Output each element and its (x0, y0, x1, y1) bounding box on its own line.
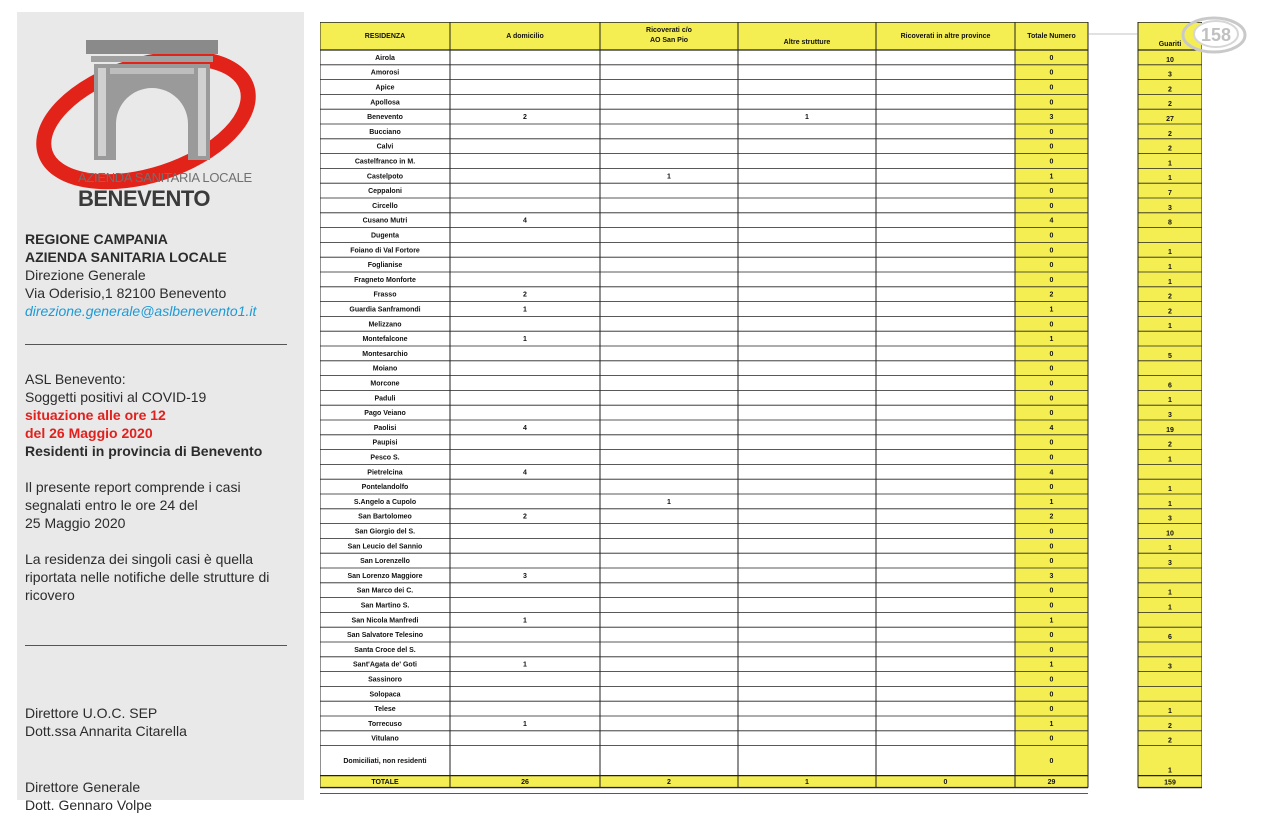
table-cell: 4 (523, 424, 527, 432)
table-cell: 1 (523, 306, 527, 314)
divider (25, 645, 287, 646)
table-cell: 6 (1168, 382, 1172, 390)
table-cell: 1 (1168, 278, 1172, 286)
table-cell: 3 (1168, 204, 1172, 212)
header-cell: A domicilio (506, 33, 544, 40)
channel-badge (1180, 14, 1248, 56)
table-cell: Paupisi (372, 439, 398, 447)
table-cell: 1 (523, 617, 527, 625)
table-cell: 1 (1049, 306, 1054, 314)
sep-title: Direttore U.O.C. SEP (25, 705, 158, 721)
table-cell: Apollosa (370, 99, 400, 107)
table-cell: 0 (1049, 454, 1054, 462)
table-cell: Airola (375, 54, 395, 62)
table-cell: Apice (375, 84, 395, 92)
table-cell: 2 (1168, 145, 1172, 153)
table-cell: 1 (1049, 617, 1054, 625)
table-cell: 2 (1049, 291, 1054, 299)
table-cell: 0 (1049, 410, 1054, 418)
table-cell: 1 (523, 661, 527, 669)
table-cell: 2 (523, 291, 527, 299)
note-line: ricovero (25, 587, 75, 603)
header-cell: Totale Numero (1027, 33, 1076, 40)
table-cell: Domiciliati, non residenti (343, 758, 427, 766)
table-cell: 0 (1049, 84, 1054, 92)
table-cell: Ceppaloni (368, 188, 402, 196)
table-cell: San Salvatore Telesino (346, 632, 424, 640)
table-cell: 0 (1049, 99, 1054, 107)
table-cell: 2 (523, 513, 527, 521)
table-cell: 1 (1168, 249, 1172, 257)
table-cell: 1 (1168, 486, 1172, 493)
table-cell: 2 (1168, 293, 1172, 301)
badge-icon (1180, 14, 1248, 56)
table-cell: Paolisi (373, 424, 397, 432)
table-cell: 0 (1049, 528, 1054, 536)
sep-director (25, 704, 187, 740)
table-cell: 0 (1049, 632, 1054, 640)
table-cell: 3 (1049, 572, 1054, 580)
table-cell: Torrecuso (368, 720, 402, 728)
total-cell: 2 (667, 779, 671, 787)
table-cell: Vitulano (371, 735, 399, 743)
table-cell: 0 (1049, 380, 1054, 388)
table-cell: 1 (1049, 720, 1054, 728)
residents-note: Residenti in provincia di Benevento (25, 443, 263, 459)
table-cell: San Lorenzello (360, 558, 410, 566)
table-cell: 3 (1168, 663, 1172, 671)
table-cell: Melizzano (368, 321, 402, 329)
note-line: riportata nelle notifiche delle strutture di (25, 569, 270, 585)
table-cell: Sassinoro (368, 676, 402, 684)
table-cell: 0 (1049, 735, 1054, 743)
table-cell: 0 (1049, 365, 1054, 373)
table-cell: Moiano (372, 365, 398, 373)
header-cell: Guariti (1158, 41, 1182, 48)
table-cell: 0 (1049, 188, 1054, 196)
table-cell: 0 (1049, 143, 1054, 151)
table-cell: San Lorenzo Maggiore (347, 572, 423, 580)
header-cell: RESIDENZA (364, 33, 406, 40)
table-cell: Solopaca (369, 691, 401, 699)
total-cell: 29 (1047, 779, 1056, 787)
table-cell: Circello (372, 202, 398, 210)
table-cell: 0 (1049, 646, 1054, 654)
dg-title: Direttore Generale (25, 779, 141, 795)
table-cell: Montefalcone (362, 336, 408, 344)
table-cell: 1 (1168, 456, 1172, 464)
logo-title: BENEVENTO (78, 186, 211, 211)
table-cell: San Leucio del Sannio (347, 543, 423, 551)
table-cell: 2 (1168, 86, 1172, 94)
table-cell: 0 (1049, 276, 1054, 284)
table-cell: 3 (1049, 114, 1054, 122)
table-cell: Fragneto Monforte (354, 276, 416, 284)
table-cell: 0 (1049, 232, 1054, 240)
table-cell: 0 (1049, 439, 1054, 447)
table-cell: Frasso (373, 291, 397, 299)
table-cell: 1 (1168, 397, 1172, 405)
total-cell: TOTALE (371, 779, 399, 787)
total-cell: 0 (943, 779, 948, 787)
table-cell: 2 (1168, 308, 1172, 316)
table-cell: 2 (1168, 737, 1172, 745)
table-cell: 1 (1168, 767, 1172, 775)
table-cell: Foglianise (367, 262, 403, 270)
table-cell: Bucciano (369, 128, 401, 136)
covid-table-svg (320, 22, 1202, 795)
table-cell: 4 (1049, 217, 1054, 225)
total-row-bg (320, 776, 1088, 788)
asl-name: AZIENDA SANITARIA LOCALE (25, 249, 227, 265)
table-cell: San Giorgio del S. (354, 528, 416, 536)
table-cell: 0 (1049, 158, 1054, 166)
table-cell: Pietrelcina (367, 469, 403, 477)
divider (25, 344, 287, 345)
table-cell: 2 (1049, 513, 1054, 521)
table-cell: Pago Veiano (364, 410, 406, 418)
table-cell: San Marco dei C. (356, 587, 414, 595)
report-block (25, 370, 262, 460)
table-cell: 1 (667, 498, 671, 506)
total-cell: 26 (521, 779, 529, 787)
table-cell: 4 (1049, 469, 1054, 477)
table-cell: 0 (1049, 706, 1054, 714)
table-cell: 3 (1168, 515, 1172, 523)
total-cell: 1 (805, 779, 809, 787)
table-cell: 2 (1168, 441, 1172, 449)
table-cell: 1 (1049, 336, 1054, 344)
badge-text: 158 (1200, 25, 1232, 45)
table-cell: 1 (1168, 160, 1172, 168)
table-cell: San Martino S. (360, 602, 410, 610)
table-cell: Morcone (370, 380, 400, 388)
table-cell: 1 (1049, 661, 1054, 669)
table-cell: 2 (1168, 722, 1172, 730)
table-cell: Santa Croce del S. (354, 646, 416, 654)
table-cell: 7 (1168, 190, 1172, 197)
dg-name: Dott. Gennaro Volpe (25, 797, 152, 813)
table-cell: 0 (1049, 558, 1054, 566)
table-cell: 1 (1049, 173, 1054, 181)
table-cell: 1 (1168, 500, 1172, 508)
table-cell: Benevento (367, 114, 403, 122)
table-cell: 0 (1049, 202, 1054, 210)
header-block (25, 230, 256, 320)
table-cell: 0 (1049, 758, 1054, 766)
table-cell: 8 (1168, 219, 1172, 227)
table-cell: 3 (1168, 560, 1172, 567)
table-cell: 1 (1168, 323, 1172, 331)
table-cell: San Nicola Manfredi (351, 617, 419, 625)
table-cell: 0 (1049, 602, 1054, 610)
table-cell: 0 (1049, 691, 1054, 699)
table-cell: 4 (523, 469, 527, 477)
table-cell: 1 (805, 114, 809, 122)
table-cell: 0 (1049, 543, 1054, 551)
table-cell: 6 (1168, 634, 1172, 641)
general-director (25, 778, 152, 814)
situation-date: del 26 Maggio 2020 (25, 425, 153, 441)
table-cell: 0 (1049, 676, 1054, 684)
table-cell: 27 (1166, 116, 1174, 123)
table-cell: Guardia Sanframondi (349, 306, 421, 314)
note-line: 25 Maggio 2020 (25, 515, 126, 531)
table-cell: Cusano Mutri (362, 217, 408, 225)
table-cell: Castelpoto (366, 173, 404, 181)
address: Via Oderisio,1 82100 Benevento (25, 285, 227, 301)
table-cell: 1 (1168, 708, 1172, 715)
table-cell: 3 (523, 572, 527, 580)
table-cell: 1 (1168, 545, 1172, 553)
header-cell: AO San Pio (649, 37, 689, 44)
table-cell: Paduli (374, 395, 396, 403)
table-cell: 0 (1049, 128, 1054, 136)
table-cell: Dugenta (371, 232, 399, 240)
direction-name: Direzione Generale (25, 267, 146, 283)
header-cell: Ricoverati in altre province (900, 33, 991, 40)
table-cell: 10 (1166, 56, 1174, 64)
table-cell: 0 (1049, 350, 1054, 358)
note-line: segnalati entro le ore 24 del (25, 497, 198, 513)
email-link[interactable]: direzione.generale@aslbenevento1.it (25, 303, 257, 319)
table-cell: San Bartolomeo (358, 513, 412, 521)
table-cell: Pontelandolfo (361, 484, 409, 492)
table-cell: Foiano di Val Fortore (350, 247, 420, 255)
header-cell: Ricoverati c/o (646, 27, 692, 34)
table-cell: 3 (1168, 412, 1172, 419)
table-cell: Castelfranco in M. (354, 158, 416, 166)
total-cell: 159 (1164, 779, 1176, 787)
note-line: Il presente report comprende i casi (25, 479, 241, 495)
table-cell: 2 (1168, 101, 1172, 109)
situation-time: situazione alle ore 12 (25, 407, 166, 423)
table-cell: 1 (1049, 498, 1054, 506)
region-name: REGIONE CAMPANIA (25, 231, 168, 247)
table-cell: 0 (1049, 395, 1054, 403)
table-cell: 0 (1049, 247, 1054, 255)
table-cell: S.Angelo a Cupolo (353, 498, 417, 506)
sep-name: Dott.ssa Annarita Citarella (25, 723, 187, 739)
header-cell: Altre strutture (783, 39, 831, 46)
report-note-1 (25, 478, 241, 532)
table-cell: 0 (1049, 69, 1054, 77)
table-cell: 1 (1168, 589, 1172, 597)
table-cell: 0 (1049, 54, 1054, 62)
table-cell: 0 (1049, 262, 1054, 270)
table-cell: Telese (374, 706, 396, 714)
table-cell: Calvi (376, 143, 394, 151)
table-cell: 1 (1168, 604, 1172, 612)
table-cell: 5 (1168, 352, 1172, 360)
totale-column-bg (1015, 22, 1088, 788)
covid-table (320, 22, 1202, 795)
table-cell: 0 (1049, 484, 1054, 492)
table-cell: Montesarchio (362, 350, 408, 358)
table-cell: 3 (1168, 71, 1172, 79)
table-cell: 4 (523, 217, 527, 225)
table-cell: Sant'Agata de' Goti (352, 661, 418, 669)
table-cell: 2 (523, 114, 527, 122)
table-cell: Amorosi (370, 69, 400, 77)
logo-subtitle: AZIENDA SANITARIA LOCALE (78, 170, 252, 185)
table-cell: 1 (1168, 175, 1172, 183)
table-cell: 1 (667, 173, 671, 181)
table-cell: 2 (1168, 130, 1172, 138)
table-cell: 10 (1166, 530, 1174, 538)
table-cell: 19 (1166, 426, 1174, 434)
report-title: ASL Benevento: (25, 371, 126, 387)
table-cell: 1 (523, 720, 527, 728)
report-subject: Soggetti positivi al COVID-19 (25, 389, 207, 405)
report-note-2 (25, 550, 269, 604)
table-cell: 1 (1168, 264, 1172, 271)
table-cell: Pesco S. (370, 454, 400, 462)
table-cell: 0 (1049, 321, 1054, 329)
note-line: La residenza dei singoli casi è quella (25, 551, 254, 567)
table-cell: 0 (1049, 587, 1054, 595)
table-cell: 1 (523, 336, 527, 344)
table-cell: 4 (1049, 424, 1054, 432)
